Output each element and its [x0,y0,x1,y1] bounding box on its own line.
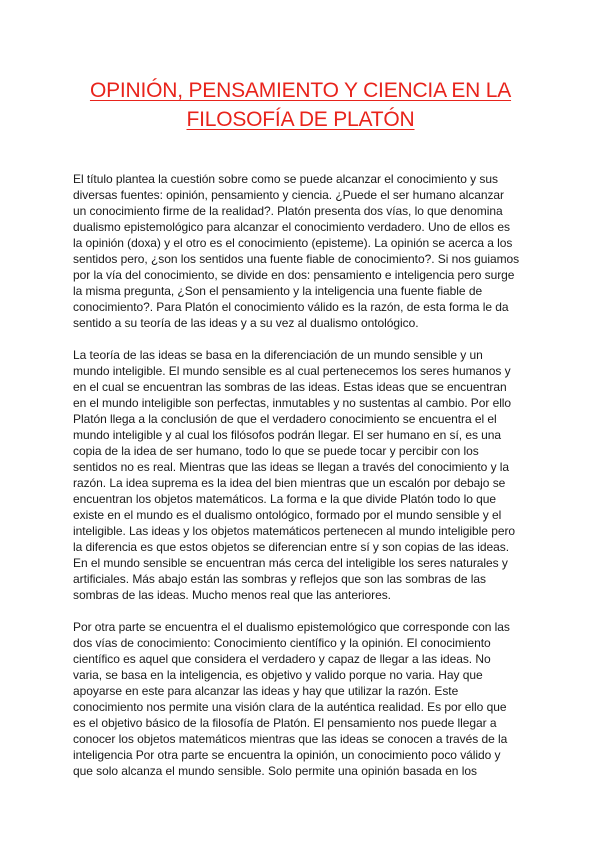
paragraph-line: sentidos pero, ¿son los sentidos una fuente fiable de conocimiento?. Si nos guiamos [73,252,520,266]
paragraph-line: dos vías de conocimiento: Conocimiento científico y la opinión. El conocimiento [73,636,491,650]
paragraph-line: conocimiento?. Para Platón el conocimiento válido es la razón, de esta forma le da [73,300,509,314]
paragraph-line: sentidos no es real. Mientras que las ideas se llegan a través del conocimiento y la [73,460,510,474]
paragraph-line: en el cual se encuentran las sombras de las ideas. Estas ideas que se encuentran [73,380,507,394]
paragraph-line: razón. La idea suprema es la idea del bien mientras que un escalón por debajo se [73,476,506,490]
paragraph-line: existe en el mundo es el dualismo ontológico, formado por el mundo sensible y el [73,508,502,522]
paragraph-line: mundo inteligible. El mundo sensible es al cual pertenecemos los seres humanos y [73,364,511,378]
paragraph-line: conocer los objetos matemáticos mientras que las ideas se conocen a través de la [73,732,508,746]
paragraph-line: inteligencia Por otra parte se encuentra la opinión, un conocimiento poco válido y [73,748,501,762]
paragraph-line: varia, se basa en la inteligencia, es objetivo y valido porque no varia. Hay que [73,668,483,682]
paragraph-line: Por otra parte se encuentra el el dualismo epistemológico que corresponde con las [73,620,510,634]
paragraph-line: en el mundo inteligible son perfectas, inmutables y no sustentas al cambio. Por ello [73,396,512,410]
paragraph-line: un conocimiento firme de la realidad?. Platón presenta dos vías, lo que denomina [73,204,503,218]
paragraph-line: Platón llega a la conclusión de que el verdadero conocimiento se encuentra el el [73,412,497,426]
paragraph-line: es el objetivo básico de la filosofía de Platón. El pensamiento nos puede llegar a [73,716,497,730]
paragraph-line: copia de la idea de ser humano, todo lo que se puede tocar y percibir con los [73,444,479,458]
title-line: OPINIÓN, PENSAMIENTO Y CIENCIA EN LA [89,79,512,102]
paragraph-line: por la vía del conocimiento, se divide en dos: pensamiento e inteligencia pero surge [73,268,515,282]
document-body [73,171,528,779]
body-paragraph [73,619,528,779]
paragraph-line: la diferencia es que estos objetos se diferencian entre sí y son copias de las ideas. [73,540,510,554]
paragraph-line: El título plantea la cuestión sobre como se puede alcanzar el conocimiento y sus [73,172,498,186]
paragraph-line: mundo inteligible y al cual los filósofos podrán llegar. El ser humano en sí, es una [73,428,502,442]
paragraph-line: encuentran los objetos matemáticos. La forma e la que divide Platón todo lo que [73,492,496,506]
paragraph-line: artificiales. Más abajo están las sombras y reflejos que son las sombras de las [73,572,486,586]
paragraph-line: apoyarse en este para alcanzar las ideas y hay que utilizar la razón. Este [73,684,459,698]
paragraph-line: inteligible. Las ideas y los objetos matemáticos pertenecen al mundo inteligible pero [73,524,516,538]
paragraph-line: La teoría de las ideas se basa en la diferenciación de un mundo sensible y un [73,348,483,362]
paragraph-line: dualismo epistemológico para alcanzar el conocimiento verdadero. Uno de ellos es [73,220,510,234]
paragraph-line: sombras de las ideas. Mucho menos real que las anteriores. [73,588,391,602]
paragraph-line: diversas fuentes: opinión, pensamiento y ciencia. ¿Puede el ser humano alcanzar [73,188,504,202]
paragraph-line: la opinión (doxa) y el otro es el conocimiento (episteme). La opinión se acerca a los [73,236,513,250]
title-line: FILOSOFÍA DE PLATÓN [186,108,415,131]
paragraph-line: científico es aquel que considera el verdadero y capaz de llegar a las ideas. No [73,652,491,666]
document-title [73,76,528,134]
paragraph-line: sentido a su teoría de las ideas y a su vez al dualismo ontológico. [73,316,419,330]
paragraph-line: la misma pregunta, ¿Son el pensamiento y la inteligencia una fuente fiable de [73,284,483,298]
body-paragraph [73,347,528,603]
paragraph-line: conocimiento nos permite una visión clara de la auténtica realidad. Es por ello que [73,700,507,714]
paragraph-line: que solo alcanza el mundo sensible. Solo permite una opinión basada en los [73,764,477,778]
paragraph-line: En el mundo sensible se encuentran más cerca del inteligible los seres naturales y [73,556,508,570]
body-paragraph [73,171,528,331]
